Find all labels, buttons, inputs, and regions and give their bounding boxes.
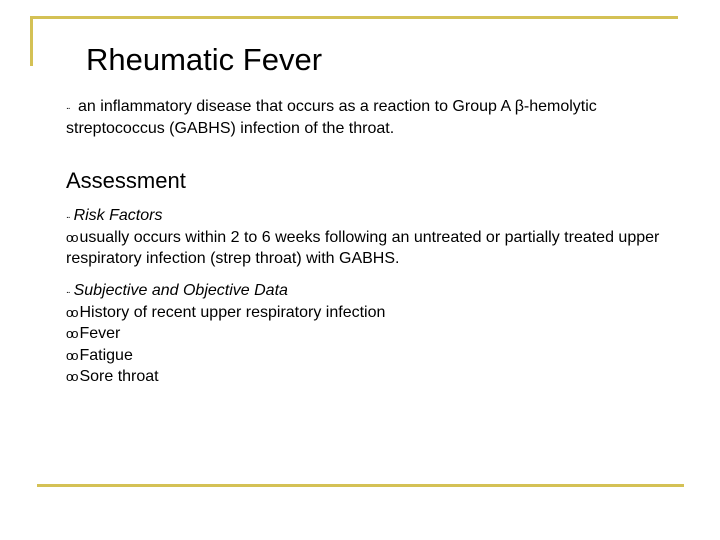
list-item-text: Fatigue <box>79 346 133 364</box>
sub-bullet-icon: oo <box>66 326 77 341</box>
data-section-bullet: .. <box>66 285 70 296</box>
sub-bullet-icon: oo <box>66 229 77 245</box>
list-item-text: usually occurs within 2 to 6 weeks following an untreated or partially treated upper respiratory infection (strep throat) with GABHS. <box>66 228 660 267</box>
list-item-text: History of recent upper respiratory infection <box>79 303 386 321</box>
list-item <box>66 227 666 270</box>
frame-bottom-rule <box>37 484 684 487</box>
list-item <box>66 345 666 367</box>
intro-paragraph <box>66 96 666 140</box>
sub-bullet-icon: oo <box>66 347 77 363</box>
data-section-heading: Subjective and Objective Data <box>73 282 288 299</box>
data-section-heading-line <box>66 280 666 302</box>
risk-factors-block <box>66 205 666 270</box>
list-item-text: Fever <box>79 325 121 342</box>
risk-factors-bullet: .. <box>66 210 70 221</box>
list-item-text: Sore throat <box>79 368 159 385</box>
section-heading: Assessment <box>66 168 186 193</box>
slide-title: Rheumatic Fever <box>86 42 323 77</box>
list-item <box>66 366 666 388</box>
list-item <box>66 323 666 345</box>
intro-text: an inflammatory disease that occurs as a reaction to Group A β-hemolytic streptococcus (GABHS) infection of the throat. <box>66 98 597 137</box>
risk-factors-heading-line <box>66 205 666 227</box>
subjective-objective-block <box>66 280 666 388</box>
frame-top-rule <box>30 16 678 19</box>
list-item <box>66 302 666 324</box>
sub-bullet-icon: oo <box>66 369 77 384</box>
sub-bullet-icon: oo <box>66 304 77 320</box>
risk-factors-heading: Risk Factors <box>73 207 163 224</box>
intro-bullet: .. <box>66 101 70 112</box>
frame-left-rule <box>30 16 33 66</box>
